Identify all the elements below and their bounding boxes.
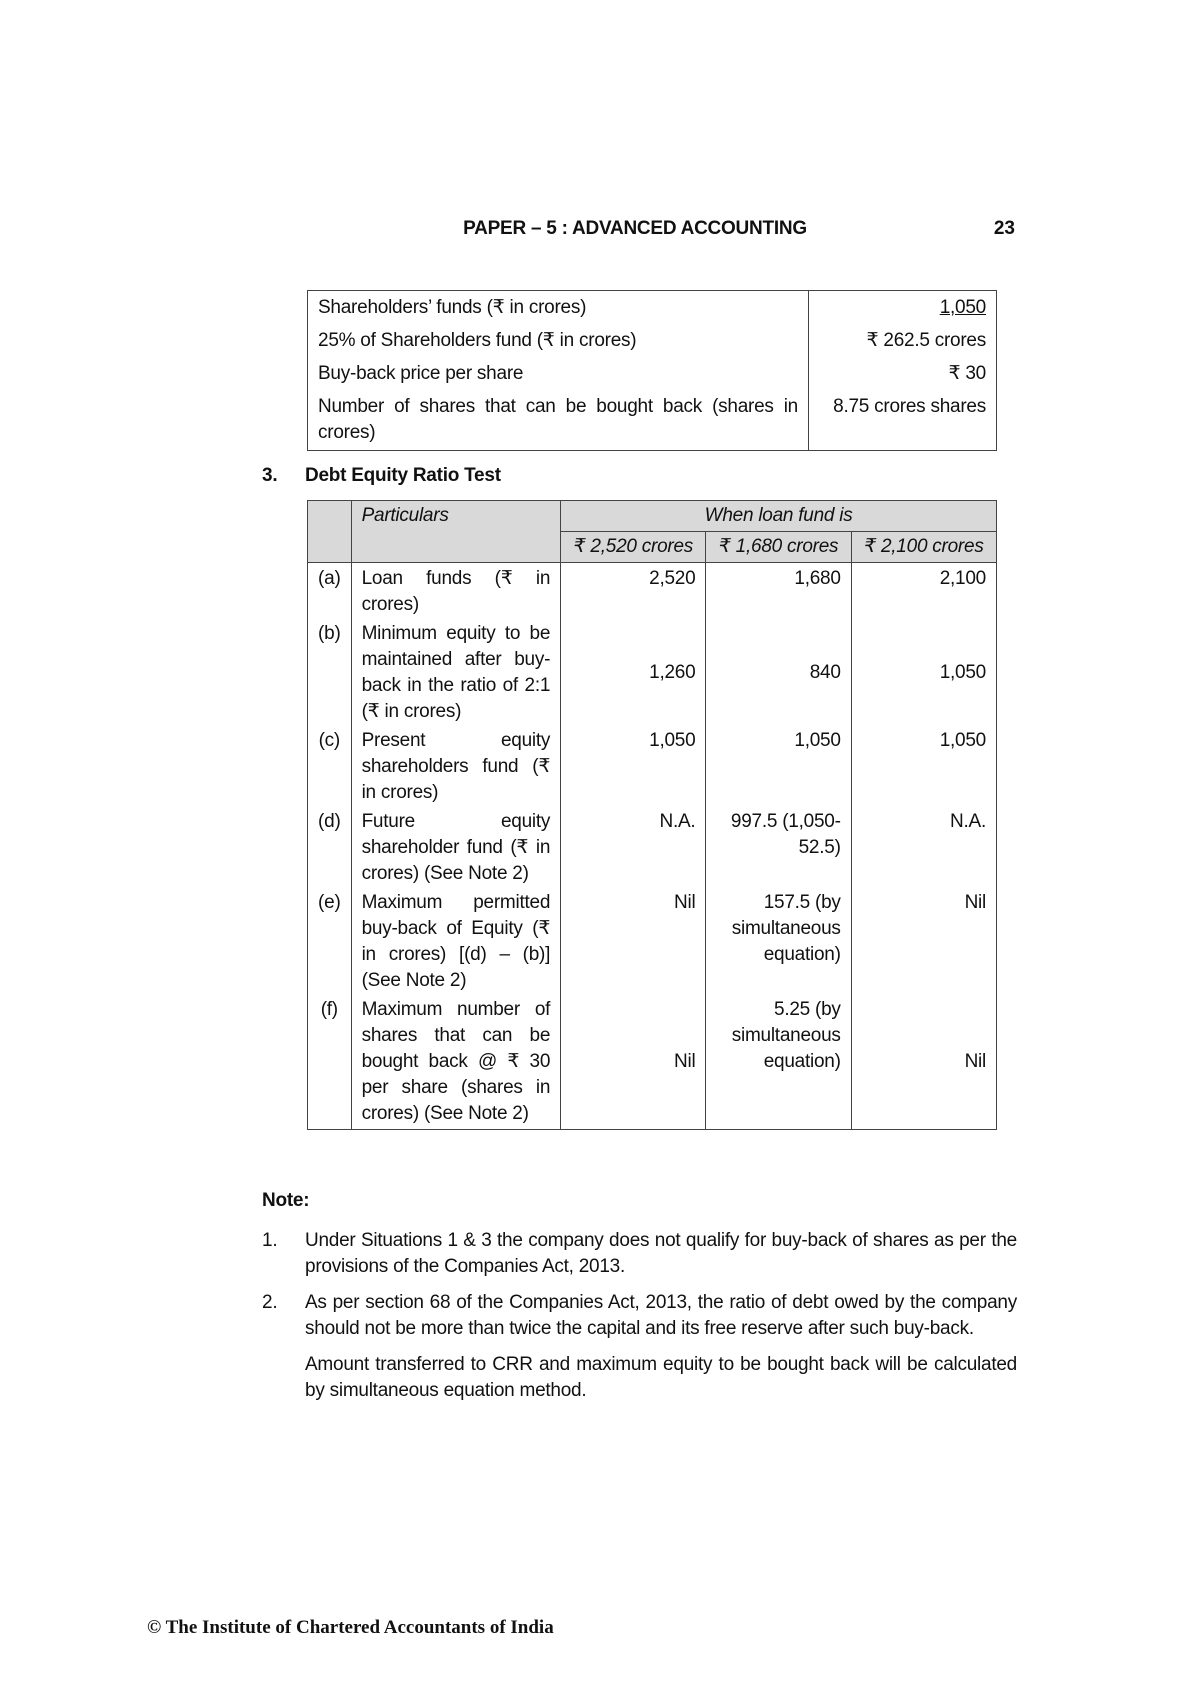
value-cell: Nil bbox=[561, 994, 706, 1130]
value-cell: 1,050 bbox=[851, 725, 996, 806]
debt-equity-table bbox=[307, 500, 997, 1130]
row-letter: (a) bbox=[308, 563, 352, 619]
table-row bbox=[308, 326, 997, 359]
value-cell: 997.5 (1,050-52.5) bbox=[706, 806, 851, 887]
column-header: ₹ 2,520 crores bbox=[561, 532, 706, 563]
page-number: 23 bbox=[993, 218, 1015, 239]
note-paragraph bbox=[262, 1352, 1017, 1404]
column-header: ₹ 2,100 crores bbox=[851, 532, 996, 563]
table-row bbox=[308, 291, 997, 327]
notes-heading: Note: bbox=[262, 1190, 310, 1211]
row-particular: Loan funds (₹ in crores) bbox=[351, 563, 561, 619]
letter-header-cell bbox=[308, 501, 352, 563]
row-letter: (c) bbox=[308, 725, 352, 806]
value-cell: 1,050 bbox=[851, 618, 996, 725]
summary-label: Number of shares that can be bought back (shares in crores) bbox=[308, 392, 809, 451]
footer-copyright: © The Institute of Chartered Accountants of India bbox=[147, 1617, 554, 1638]
row-particular: Minimum equity to be maintained after buy-back in the ratio of 2:1 (₹ in crores) bbox=[351, 618, 561, 725]
note-extra-text: Amount transferred to CRR and maximum equity to be bought back will be calculated by simultaneous equation method. bbox=[305, 1354, 1017, 1401]
value-cell: 1,050 bbox=[561, 725, 706, 806]
row-letter: (f) bbox=[308, 994, 352, 1130]
value-cell: 2,520 bbox=[561, 563, 706, 619]
value-cell: N.A. bbox=[561, 806, 706, 887]
note-item bbox=[262, 1228, 1017, 1280]
loan-fund-group-header: When loan fund is bbox=[561, 501, 997, 532]
header-title: PAPER – 5 : ADVANCED ACCOUNTING bbox=[463, 218, 807, 239]
row-particular: Future equity shareholder fund (₹ in crores) (See Note 2) bbox=[351, 806, 561, 887]
note-number: 2. bbox=[262, 1292, 278, 1313]
value-cell: 2,100 bbox=[851, 563, 996, 619]
summary-label: Shareholders’ funds (₹ in crores) bbox=[308, 291, 809, 327]
value-cell: 840 bbox=[706, 618, 851, 725]
note-text: Under Situations 1 & 3 the company does not qualify for buy-back of shares as per the provisions of the Companies Act, 2013. bbox=[305, 1230, 1017, 1277]
table-row bbox=[308, 392, 997, 451]
note-number: 1. bbox=[262, 1230, 278, 1251]
summary-table bbox=[307, 290, 997, 451]
row-particular: Maximum number of shares that can be bought back @ ₹ 30 per share (shares in crores) (See Note 2) bbox=[351, 994, 561, 1130]
value-cell: Nil bbox=[851, 887, 996, 994]
table-row bbox=[308, 994, 997, 1130]
note-item bbox=[262, 1290, 1017, 1342]
value-cell: 1,050 bbox=[706, 725, 851, 806]
row-letter: (b) bbox=[308, 618, 352, 725]
row-particular: Maximum permitted buy-back of Equity (₹ in crores) [(d) – (b)] (See Note 2) bbox=[351, 887, 561, 994]
table-row bbox=[308, 887, 997, 994]
table-row bbox=[308, 618, 997, 725]
section-number: 3. bbox=[262, 465, 278, 486]
page-header bbox=[255, 218, 1015, 246]
value-cell: 157.5 (by simultaneous equation) bbox=[706, 887, 851, 994]
table-row bbox=[308, 806, 997, 887]
value-cell: Nil bbox=[561, 887, 706, 994]
summary-label: 25% of Shareholders fund (₹ in crores) bbox=[308, 326, 809, 359]
value-cell: Nil bbox=[851, 994, 996, 1130]
section-title: Debt Equity Ratio Test bbox=[305, 465, 501, 486]
row-letter: (d) bbox=[308, 806, 352, 887]
row-particular: Present equity shareholders fund (₹ in crores) bbox=[351, 725, 561, 806]
note-text: As per section 68 of the Companies Act, 2013, the ratio of debt owed by the company should not be more than twice the capital and its free reserve after such buy-back. bbox=[305, 1292, 1017, 1339]
row-letter: (e) bbox=[308, 887, 352, 994]
summary-value: 1,050 bbox=[939, 297, 986, 318]
value-cell: N.A. bbox=[851, 806, 996, 887]
table-row bbox=[308, 359, 997, 392]
table-row bbox=[308, 563, 997, 619]
value-cell: 1,680 bbox=[706, 563, 851, 619]
column-header: ₹ 1,680 crores bbox=[706, 532, 851, 563]
summary-value: ₹ 262.5 crores bbox=[809, 326, 997, 359]
summary-value: ₹ 30 bbox=[809, 359, 997, 392]
particulars-header: Particulars bbox=[351, 501, 561, 563]
section-heading bbox=[262, 465, 501, 487]
value-cell: 5.25 (by simultaneous equation) bbox=[706, 994, 851, 1130]
table-row bbox=[308, 725, 997, 806]
value-cell: 1,260 bbox=[561, 618, 706, 725]
summary-value: 8.75 crores shares bbox=[809, 392, 997, 451]
summary-label: Buy-back price per share bbox=[308, 359, 809, 392]
